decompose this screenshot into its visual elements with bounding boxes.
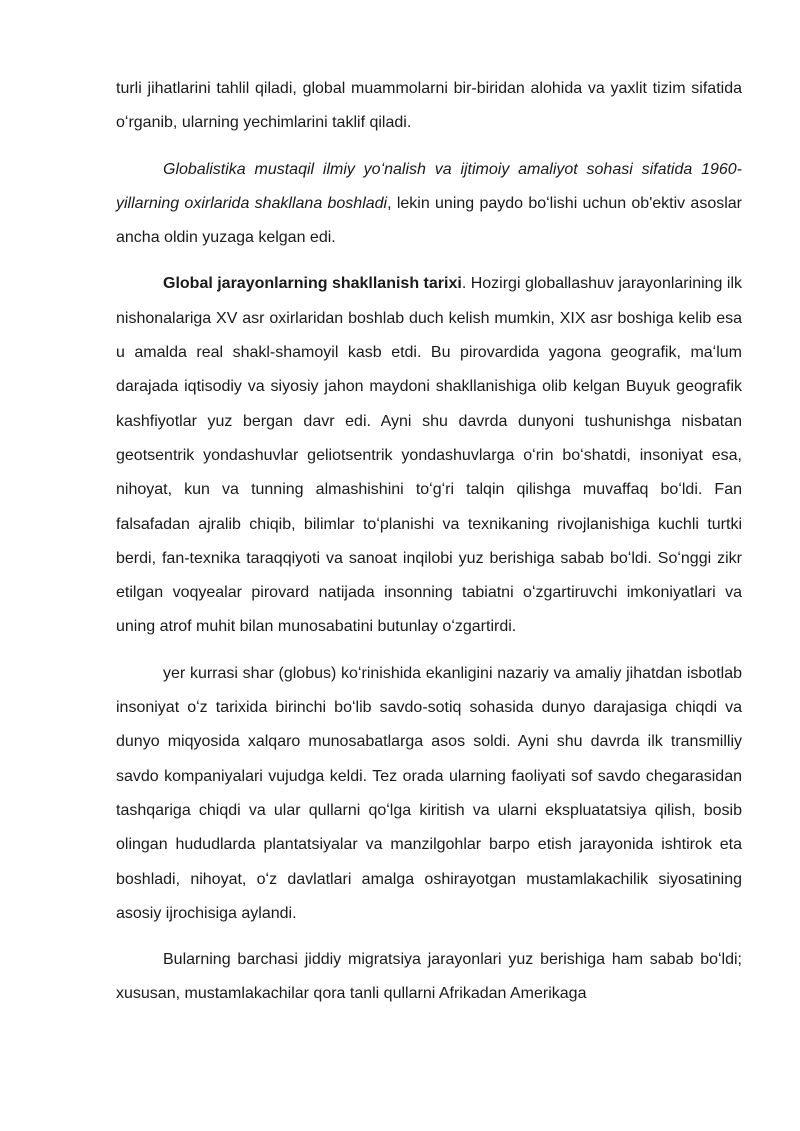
paragraph-3 xyxy=(116,267,742,644)
paragraph-1-text: turli jihatlarini tahlil qiladi, global muammolarni bir-biridan alohida va yaxlit tizim sifatida oʻrganib, ularning yechimlarini taklif qiladi. xyxy=(116,80,742,132)
paragraph-5-text: Bularning barchasi jiddiy migratsiya jarayonlari yuz berishiga ham sabab boʻldi; xususan, mustamlakachilar qora tanli qullarni Afrikadan Amerikaga xyxy=(116,951,742,1003)
paragraph-1 xyxy=(116,72,742,141)
paragraph-2-italic-text: Globalistika mustaqil ilmiy yoʻnalish va ijtimoiy amaliyot sohasi sifatida 1960-yillarning oxirlarida shakllana boshladi xyxy=(116,160,742,212)
section-heading: Global jarayonlarning shakllanish tarixi xyxy=(163,275,462,293)
paragraph-3-text: . Hozirgi globallashuv jarayonlarining ilk nishonalariga XV asr oxirlaridan boshlab duch kelish mumkin, XIX asr boshiga kelib esa u amalda real shakl-shamoyil kasb etdi. Bu pirovardida yagona geografik, maʻlum darajada iqtisodiy va siyosiy jahon maydoni shakllanishiga olib kelgan Buyuk geografik kashfiyotlar yuz bergan davr edi. Ayni shu davrda dunyoni tushunishga nisbatan geotsentrik yondashuvlar geliotsentrik yondashuvlarga oʻrin boʻshatdi, insoniyat esa, nihoyat, kun va tunning almashishini toʻgʻri talqin qilishga muvaffaq boʻldi. Fan falsafadan ajralib chiqib, bilimlar toʻplanishi va texnikaning rivojlanishiga kuchli turtki berdi, fan-texnika taraqqiyoti va sanoat inqilobi yuz berishiga sabab boʻldi. Soʻnggi zikr etilgan voqyealar pirovard natijada insonning tabiatni oʻzgartiruvchi imkoniyatlari va uning atrof muhit bilan munosabatini butunlay oʻzgartirdi. xyxy=(116,275,743,636)
paragraph-4-text: yer kurrasi shar (globus) koʻrinishida ekanligini nazariy va amaliy jihatdan isbotlab insoniyat oʻz tarixida birinchi boʻlib savdo-sotiq sohasida dunyo darajasiga chiqdi va dunyo miqyosida xalqaro munosabatlarga asos soldi. Ayni shu davrda ilk transmilliy savdo kompaniyalari vujudga keldi. Tez orada ularning faoliyati sof savdo chegarasidan tashqariga chiqdi va ular qullarni qoʻlga kiritish va ularni ekspluatatsiya qilish, bosib olingan hududlarda plantatsiyalar va manzilgohlar barpo etish jarayonida ishtirok eta boshladi, nihoyat, oʻz davlatlari amalga oshirayotgan mustamlakachilik siyosatining asosiy ijrochisiga aylandi. xyxy=(116,664,742,922)
document-page xyxy=(116,72,742,1012)
paragraph-5 xyxy=(116,943,742,1012)
paragraph-2 xyxy=(116,153,742,256)
paragraph-4 xyxy=(116,657,742,931)
paragraph-2-text: , lekin uning paydo boʻlishi uchun ob'ektiv asoslar ancha oldin yuzaga kelgan edi. xyxy=(116,194,743,247)
